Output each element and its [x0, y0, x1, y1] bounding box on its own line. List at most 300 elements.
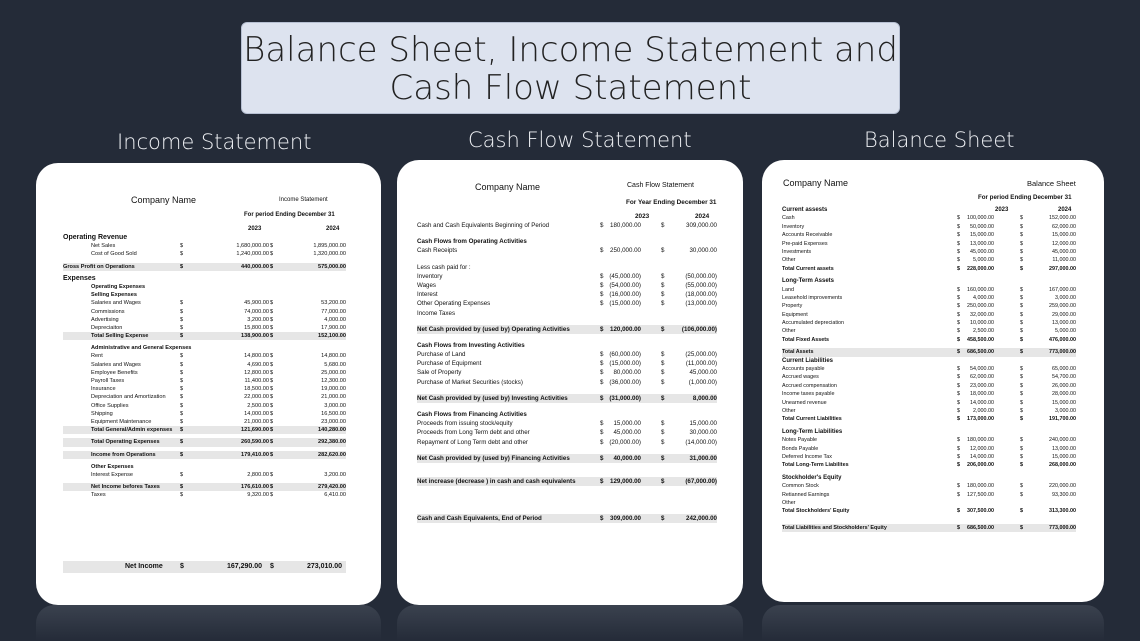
row-label: Selling Expenses: [91, 292, 138, 299]
currency-sign: $: [600, 429, 604, 437]
total-row: [782, 415, 1076, 423]
currency-sign: $: [1020, 374, 1023, 381]
value-2023: 14,000.00: [970, 453, 994, 460]
value-2023: 260,590.00: [241, 439, 269, 446]
value-2024: 292,380.00: [318, 439, 346, 446]
row-label: Long-Term Liabilities: [782, 428, 843, 435]
line-item-row: [63, 418, 346, 426]
row-label: Interest: [417, 291, 438, 299]
currency-sign: $: [661, 272, 665, 280]
value-2023: 50,000.00: [970, 223, 994, 230]
value-2024: 12,000.00: [1052, 240, 1076, 247]
value-2024: 25,000.00: [321, 369, 346, 376]
currency-sign: $: [661, 515, 665, 523]
currency-sign: $: [180, 324, 184, 331]
currency-sign: $: [270, 451, 274, 458]
line-item-row: [782, 311, 1076, 319]
currency-sign: $: [957, 232, 960, 239]
row-label: Bonds Payable: [782, 445, 819, 452]
currency-sign: $: [661, 394, 665, 402]
value-2024: (25,000.00): [685, 351, 717, 359]
row-label: Advertising: [91, 316, 119, 323]
currency-sign: $: [600, 222, 604, 229]
total-row: [63, 332, 346, 340]
currency-sign: $: [957, 320, 960, 327]
net-income-2024: 273,010.00: [306, 563, 342, 570]
currency-sign: $: [600, 325, 604, 333]
currency-sign: $: [1020, 508, 1023, 515]
value-2024: 6,410.00: [324, 492, 346, 499]
currency-sign: $: [1020, 437, 1023, 444]
value-2023: 11,400.00: [244, 378, 269, 384]
row-label: Total General/Admin expenses: [91, 427, 173, 434]
value-2024: 14,800.00: [321, 353, 346, 360]
row-label: Leasehold improvements: [782, 294, 843, 301]
row-label: Net Cash provided by (used by) Financing Activities: [417, 454, 570, 462]
value-2023: 458,500.00: [967, 336, 994, 343]
currency-sign: $: [661, 281, 665, 289]
value-2023: 180,000.00: [967, 437, 994, 444]
spacer: [417, 256, 717, 263]
currency-sign: $: [1020, 349, 1023, 356]
line-item-row: [782, 286, 1076, 294]
row-label: Net Sales: [91, 243, 116, 250]
currency-sign: $: [270, 484, 274, 491]
currency-sign: $: [1020, 407, 1023, 414]
value-2024: 15,000.00: [1052, 232, 1076, 239]
value-2024: 220,000.00: [1049, 483, 1076, 490]
currency-sign: $: [661, 438, 665, 446]
value-2023: 2,800.00: [247, 471, 269, 478]
currency-sign: $: [270, 369, 274, 376]
year-2024: 2024: [695, 213, 710, 220]
currency-sign: $: [1020, 336, 1023, 343]
currency-sign: $: [957, 257, 960, 264]
currency-sign: $: [270, 492, 274, 499]
section-header-row: [782, 474, 1076, 482]
spacer: [417, 463, 717, 470]
currency-sign: $: [957, 215, 960, 222]
cash-flow-heading: Cash Flow Statement: [468, 128, 692, 152]
total-row: [417, 477, 717, 486]
value-2024: 240,000.00: [1049, 437, 1076, 444]
cash-flow-table: [417, 221, 717, 523]
value-2024: 15,000.00: [1052, 453, 1076, 460]
value-2023: 74,000.00: [244, 308, 269, 315]
currency-sign: $: [1020, 223, 1023, 230]
line-item-row: [417, 378, 717, 387]
currency-sign: $: [180, 308, 184, 315]
year-2023: 2023: [635, 213, 650, 220]
row-label: Other: [782, 257, 796, 264]
line-item-row: [782, 382, 1076, 390]
row-label: Shipping: [91, 410, 113, 417]
row-label: Total Operating Expenses: [91, 439, 160, 446]
currency-sign: $: [180, 378, 184, 384]
row-label: Net Cash provided by (used by) Investing Activities: [417, 394, 568, 402]
currency-sign: $: [957, 286, 960, 293]
cash-flow-card: [397, 160, 743, 605]
row-label: Salaries and Wages: [91, 300, 141, 307]
value-2024: (13,000.00): [685, 300, 717, 308]
currency-sign: $: [957, 483, 960, 490]
currency-sign: $: [1020, 391, 1023, 398]
value-2023: 45,900.00: [244, 300, 269, 307]
value-2023: 10,000.00: [970, 320, 994, 327]
value-2024: 77,000.00: [321, 308, 346, 315]
value-2024: 30,000.00: [689, 247, 717, 255]
value-2023: (15,000.00): [609, 360, 641, 368]
row-label: Total Current assets: [782, 265, 834, 272]
row-label: Operating Revenue: [63, 234, 128, 241]
row-label: Total Long-Term Liabilites: [782, 462, 849, 469]
line-item-row: [417, 272, 717, 281]
value-2023: 120,000.00: [610, 325, 641, 333]
value-2024: 11,000.00: [1052, 257, 1076, 264]
value-2023: 32,000.00: [970, 311, 994, 318]
currency-sign: $: [1020, 303, 1023, 310]
total-row: [417, 454, 717, 463]
value-2023: 100,000.00: [967, 215, 994, 222]
currency-sign: $: [957, 453, 960, 460]
line-item-row: [417, 368, 717, 377]
value-2023: 180,000.00: [967, 483, 994, 490]
value-2023: 129,000.00: [610, 477, 641, 485]
row-label: Cash: [782, 215, 795, 222]
company-name: Company Name: [131, 195, 197, 205]
section-header-row: [63, 283, 346, 291]
value-2024: 476,000.00: [1049, 336, 1076, 343]
currency-sign: $: [957, 336, 960, 343]
row-label: Purchase of Land: [417, 351, 466, 359]
section-header-row: [63, 275, 346, 283]
value-2024: 21,000.00: [321, 394, 346, 401]
total-row: [63, 483, 346, 491]
currency-sign: $: [1020, 462, 1023, 469]
total-row: [417, 394, 717, 403]
row-label: Less cash paid for :: [417, 263, 471, 271]
value-2023: 206,000.00: [967, 462, 994, 469]
currency-sign: $: [661, 300, 665, 308]
value-2023: 21,000.00: [244, 418, 269, 425]
row-label: Employee Benefits: [91, 369, 138, 376]
value-2024: 26,000.00: [1052, 382, 1076, 389]
currency-sign: $: [957, 303, 960, 310]
spacer: [417, 447, 717, 454]
currency-sign: $: [1020, 366, 1023, 373]
line-item-row: [63, 385, 346, 393]
row-label: Net Cash provided by (used by) Operating Activities: [417, 325, 570, 333]
row-label: Inventory: [417, 272, 443, 280]
value-2024: 45,000.00: [689, 369, 717, 377]
currency-sign: $: [600, 281, 604, 289]
value-2023: 22,000.00: [244, 394, 269, 401]
value-2023: (36,000.00): [609, 378, 641, 386]
value-2023: 1,680,000.00: [236, 243, 269, 250]
value-2023: 14,800.00: [244, 353, 269, 360]
value-2023: 180,000.00: [610, 222, 641, 229]
row-label: Expenses: [63, 274, 96, 282]
currency-sign: $: [957, 382, 960, 389]
document-title: Cash Flow Statement: [627, 182, 694, 189]
line-item-row: [63, 402, 346, 410]
currency-sign: $: [600, 351, 604, 359]
currency-sign: $: [270, 378, 274, 384]
currency-sign: $: [270, 563, 274, 570]
line-item-row: [417, 290, 717, 299]
currency-sign: $: [957, 240, 960, 247]
line-item-row: [782, 256, 1076, 264]
value-2024: 16,500.00: [321, 410, 346, 417]
line-item-row: [782, 499, 1076, 507]
currency-sign: $: [600, 360, 604, 368]
income-statement-table: [63, 234, 346, 499]
value-2023: 138,900.00: [241, 333, 269, 340]
value-2023: 2,500.00: [247, 402, 269, 409]
value-2024: 17,900.00: [321, 324, 346, 331]
line-item-row: [417, 419, 717, 428]
value-2023: 309,000.00: [610, 515, 641, 523]
row-label: Total Stockholders' Equity: [782, 508, 850, 515]
row-label: Rent: [91, 353, 103, 360]
total-row: [63, 263, 346, 271]
row-label: Pre-paid Expenses: [782, 240, 828, 247]
value-2023: 62,000.00: [970, 374, 994, 381]
line-item-row: [782, 240, 1076, 248]
value-2023: 121,690.00: [241, 427, 269, 434]
row-label: Other: [782, 407, 796, 414]
currency-sign: $: [1020, 215, 1023, 222]
row-label: Depreciaiton: [91, 324, 123, 331]
row-label: Sale of Property: [417, 369, 462, 377]
currency-sign: $: [957, 349, 960, 356]
value-2023: 45,000.00: [970, 248, 994, 255]
net-income-2023: 167,290.00: [226, 563, 262, 570]
spacer: [417, 387, 717, 394]
line-item-row: [417, 221, 717, 230]
currency-sign: $: [661, 420, 665, 428]
line-item-row: [417, 263, 717, 272]
value-2024: 13,000.00: [1052, 320, 1076, 327]
currency-sign: $: [957, 462, 960, 469]
currency-sign: $: [957, 491, 960, 498]
value-2024: 15,000.00: [1052, 399, 1076, 406]
currency-sign: $: [661, 222, 665, 229]
line-item-row: [417, 299, 717, 308]
row-label: Retianned Earnings: [782, 491, 830, 498]
line-item-row: [63, 491, 346, 499]
document-title: Balance Sheet: [1027, 179, 1076, 188]
currency-sign: $: [600, 291, 604, 299]
row-label: Unearned revenue: [782, 399, 827, 406]
row-label: Depreciation and Amortization: [91, 394, 166, 401]
line-item-row: [63, 242, 346, 250]
row-label: Equipment Maintenance: [91, 418, 152, 425]
currency-sign: $: [180, 492, 184, 499]
row-label: Current assests: [782, 207, 828, 213]
row-label: Gross Profit on Operations: [63, 263, 135, 270]
value-2024: 282,620.00: [318, 451, 346, 458]
spacer: [417, 493, 717, 500]
row-label: Cash and Cash Equivalents, End of Period: [417, 515, 542, 523]
line-item-row: [417, 309, 717, 318]
value-2024: 13,000.00: [1052, 445, 1076, 452]
line-item-row: [782, 407, 1076, 415]
line-item-row: [63, 324, 346, 332]
currency-sign: $: [270, 410, 274, 417]
currency-sign: $: [600, 438, 604, 446]
value-2024: 1,320,000.00: [313, 251, 346, 258]
line-item-row: [63, 308, 346, 316]
section-header-row: [63, 463, 346, 471]
currency-sign: $: [180, 410, 184, 417]
currency-sign: $: [661, 378, 665, 386]
currency-sign: $: [180, 300, 184, 307]
value-2023: 14,000.00: [970, 399, 994, 406]
row-label: Current Liabilities: [782, 357, 834, 364]
row-label: Other Expenses: [91, 463, 134, 470]
total-row: [782, 265, 1076, 273]
balance-sheet-heading: Balance Sheet: [864, 128, 1015, 152]
value-2023: 15,000.00: [970, 232, 994, 239]
row-label: Accrued compensation: [782, 382, 837, 389]
cashflow-card-reflection: [397, 605, 743, 641]
value-2023: 2,000.00: [973, 407, 994, 414]
year-2023: 2023: [995, 207, 1009, 213]
currency-sign: $: [1020, 257, 1023, 264]
row-label: Cash and Cash Equivalents Beginning of Period: [417, 222, 550, 229]
row-label: Cash Flows from Operating Activities: [417, 238, 527, 246]
currency-sign: $: [180, 333, 184, 340]
value-2023: 179,410.00: [241, 451, 269, 458]
value-2024: 167,000.00: [1049, 286, 1076, 293]
currency-sign: $: [180, 251, 184, 258]
line-item-row: [63, 250, 346, 258]
value-2024: 3,200.00: [324, 471, 346, 478]
row-label: Net Income befores Taxes: [91, 484, 160, 491]
line-item-row: [782, 319, 1076, 327]
line-item-row: [782, 453, 1076, 461]
row-label: Accumulated depreciation: [782, 320, 845, 327]
net-income-row: [63, 561, 346, 573]
year-2024: 2024: [1058, 207, 1072, 213]
currency-sign: $: [600, 420, 604, 428]
spacer: [417, 318, 717, 325]
income-statement-card: [36, 163, 381, 605]
value-2023: (60,000.00): [609, 351, 641, 359]
value-2024: 15,000.00: [689, 420, 717, 428]
line-item-row: [782, 248, 1076, 256]
value-2024: 65,000.00: [1052, 366, 1076, 373]
currency-sign: $: [1020, 328, 1023, 335]
currency-sign: $: [600, 454, 604, 462]
value-2024: 5,680.00: [324, 361, 346, 368]
currency-sign: $: [180, 439, 184, 446]
section-header-row: [63, 291, 346, 299]
value-2024: 19,000.00: [321, 386, 346, 393]
currency-sign: $: [270, 402, 274, 409]
currency-sign: $: [957, 445, 960, 452]
value-2024: 3,000.00: [1055, 294, 1076, 301]
row-label: Cash Flows from Investing Activities: [417, 341, 525, 349]
row-label: Other: [782, 328, 796, 335]
currency-sign: $: [270, 308, 274, 315]
currency-sign: $: [1020, 416, 1023, 423]
currency-sign: $: [661, 477, 665, 485]
currency-sign: $: [270, 386, 274, 393]
currency-sign: $: [270, 251, 274, 258]
currency-sign: $: [1020, 524, 1023, 531]
currency-sign: $: [1020, 382, 1023, 389]
currency-sign: $: [180, 263, 184, 270]
value-2023: (54,000.00): [609, 281, 641, 289]
row-label: Salaries and Wages: [91, 361, 141, 368]
value-2023: (31,000.00): [609, 394, 641, 402]
value-2023: (20,000.00): [609, 438, 641, 446]
period-label: For period Ending December 31: [978, 194, 1072, 201]
row-label: Repayment of Long Term debt and other: [417, 438, 528, 446]
row-label: Stockholder's Equity: [782, 474, 842, 481]
row-label: Insurance: [91, 386, 116, 393]
balance-card-reflection: [762, 605, 1104, 641]
total-row: [63, 438, 346, 446]
value-2024: 5,000.00: [1055, 328, 1076, 335]
row-label: Income taxes payable: [782, 391, 835, 398]
value-2023: 250,000.00: [967, 303, 994, 310]
value-2024: 309,000.00: [686, 222, 717, 229]
total-row: [782, 507, 1076, 515]
currency-sign: $: [180, 394, 184, 401]
row-label: Cost of Good Sold: [91, 251, 137, 258]
line-item-row: [417, 438, 717, 447]
total-row: [417, 325, 717, 334]
line-item-row: [63, 369, 346, 377]
currency-sign: $: [957, 223, 960, 230]
currency-sign: $: [600, 300, 604, 308]
title-banner: [241, 22, 900, 114]
row-label: Property: [782, 303, 803, 310]
row-label: Wages: [417, 281, 437, 289]
currency-sign: $: [600, 394, 604, 402]
value-2023: 686,500.00: [967, 524, 994, 531]
currency-sign: $: [270, 394, 274, 401]
row-label: Payroll Taxes: [91, 378, 125, 384]
section-header-row: [417, 341, 717, 350]
value-2024: 8,000.00: [692, 394, 717, 402]
currency-sign: $: [957, 508, 960, 515]
line-item-row: [63, 299, 346, 307]
currency-sign: $: [661, 429, 665, 437]
value-2024: 45,000.00: [1052, 248, 1076, 255]
value-2023: 15,800.00: [244, 324, 269, 331]
value-2023: 176,610.00: [241, 484, 269, 491]
value-2023: 160,000.00: [967, 286, 994, 293]
spacer: [417, 500, 717, 507]
row-label: Office Supplies: [91, 402, 129, 409]
spacer: [417, 334, 717, 341]
row-label: Interest Expense: [91, 471, 133, 478]
company-name: Company Name: [783, 178, 849, 188]
value-2024: (67,000.00): [685, 477, 717, 485]
value-2024: 773,000.00: [1049, 349, 1076, 356]
row-label: Accounts Receivable: [782, 232, 833, 239]
currency-sign: $: [957, 391, 960, 398]
value-2023: 3,200.00: [247, 316, 269, 323]
value-2023: 440,000.00: [241, 263, 269, 270]
value-2024: 140,280.00: [318, 427, 346, 434]
row-label: Net increase (decrease ) in cash and cash equivalents: [417, 477, 576, 485]
row-label: Notes Payable: [782, 437, 818, 444]
